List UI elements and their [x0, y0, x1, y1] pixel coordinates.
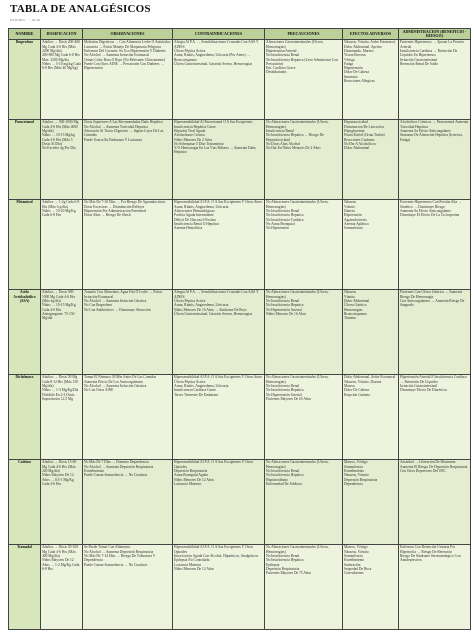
precautions-cell: No Alteraciones Gastrointestinales (Úlcera, Hemorragias) Insuficiencia Renal No Insuficiencia Hepatica → Riesgo De Hepatotoxicidad No Dosis Altas Alcohol No Dar En Niños Menores De 2 Años [265, 119, 343, 199]
administration-cell: Pacientes Hipertensos Con Presión Alta → Sintético → Disminuye Riesgo Aumenta Su Efecto Anticoagulante Disminuye El Efecto De La Ciclosporina [399, 199, 471, 289]
column-header: DOSIFICACION [41, 29, 83, 40]
contraindications-cell: Hipersensibilidad Al Paracetamol O A Sus Excipientes Insuficiencia Hepática Grave Hepatitis Viral Aguda Alcoholismo Crónico Niños Menores De 2 Años No Sobrepasar 5 Días Tratamiento Y/O Hemorragia En Las Vías Biliares → Aumenta Daño Hepático [173, 119, 265, 199]
page-title: TABLA DE ANALGÉSICOS [10, 3, 151, 15]
table-row [9, 119, 471, 199]
table-row [9, 544, 471, 629]
contraindications-cell: Hipersensibilidad Al P.A. O A Sus Excipientes Y Otros Opioides Intoxicación Aguda Con Alcohol, Hipnóticos, Analgésicos Epilepsia No Controlada Lactancia Materna Niños Menores De 12 Años [173, 544, 265, 629]
observations-cell: No Más De 7-10 Días → Por Riesgo De Agranulocitosis Dosis Excesivas → Disminución Reflejos Hipotensión Por Administración Parenteral Dosis Altas → Riesgo De Shock [83, 199, 173, 289]
page-subtitle: ESTUDIA · · · 40-48 [10, 18, 40, 22]
table-row [9, 289, 471, 374]
drug-name: Ácido Acetilsalicílico (ASA) [9, 289, 41, 374]
contraindications-cell: Hipersensibilidad Al P.A. O A Sus Excipientes Y Otros Aines Asma, Rinitis, Angioedema, Urticaria Alteraciones Hematológicas Porfiria Aguda Intermitente Déficit De Glucosa 6 Fosfato Insuficiencia Renal O Hepática Anemia Hemolítica [173, 199, 265, 289]
adverse-effects-cell: Mareos, Vértigo Somnolencia Estreñimiento Náuseas, Vómito Depresión Respiratoria Dependencia [343, 459, 399, 544]
contraindications-cell: Alergia Al P.A. → Sensibilizaciones Cruzadas Con AAS Y AINES Úlcera Péptica Activa Asma, Rinitis, Angioedema, Urticaria (Por Aines) → Broncoespasmo Úlcera Gastrointestinal, Gastritis Severa, Hemorragias [173, 39, 265, 119]
observations-cell: Dosis Superiores A Las Recomendadas Daño Hepático No Alcohol → Aumenta Toxicidad Hepatica Absorción Al Tracto Digestivo → Ingerir Lejos De Las Comidas Puede Usarse En Embarazo Y Lactancia [83, 119, 173, 199]
precautions-cell: No Alteraciones Gastrointestinales (Úlcera, Hemorragias) No Insuficiencia Renal No Insuficiencia Hepatica Epilepsia Depresión Respiratoria Pacientes Mayores De 75 Años [265, 544, 343, 629]
drug-name: Tramadol [9, 544, 41, 629]
contraindications-cell: Hipersensibilidad Al P.A. O A Sus Excipientes Y Otros Aines Úlcera Péptica Activa Asma, Rinitis, Angioedema, Urticaria Insuficiencia Cardíaca Grave Tercer Trimestre De Embarazo [173, 374, 265, 459]
precautions-cell: No Alteraciones Gastrointestinales (Úlcera, Hemorragias) No Insuficiencia Renal No Insuficiencia Hepatica No Hipertensión Arterial Niños Menores De 16 Años [265, 289, 343, 374]
column-header: OBSERVACIONES [83, 29, 173, 40]
administration-cell: Hipertensión Arterial E Insuficiencia Cardíaca → Retención De Líquidos Irritación Gastrointestinal Disminuye Efecto De Diuréticos [399, 374, 471, 459]
adverse-effects-cell: Náuseas Vómito Dolor Abdominal Úlcera Gástrica Hemorragias Broncoespasmo Tinnitus [343, 289, 399, 374]
drug-name: Metamizol [9, 199, 41, 289]
administration-cell: Ansiedad → Liberación De Histamina Aumenta El Riesgo De Depresión Respiratoria Con Otros Depresores Del SNC [399, 459, 471, 544]
adverse-effects-cell: Dolor Abdominal, Ardor Estomacal Náuseas, Vómito, Diarrea Mareos Dolor De Cabeza Erupción Cutánea [343, 374, 399, 459]
dose-cell: Adultos → Dosis 500-1000 Mg Cada 4-6 Hrs (Máx 4g/día) Niños → 10-15 Mg/Kg Cada 4-6 Hrs Antiagregante: 75-150 Mg/día [41, 289, 83, 374]
table-row [9, 459, 471, 544]
dose-cell: Adultos → Dosis 200-400 Mg Cada 4-6 Hrs (Máx 2400 Mg/dia) 400-800 Mg Cada 6-8 Hrs Max. 3200 Mg/dia Niños → 5-10 mg/kg Cada 6-8 Hrs (Máx 40 Mg/kg) [41, 39, 83, 119]
drug-name: Paracetamol [9, 119, 41, 199]
drug-name: Codeína [9, 459, 41, 544]
table-row [9, 374, 471, 459]
administration-cell: Alcohólicos Crónicos → Paracetamol Aumenta Toxicidad Hepática Aumenta Su Efecto Anticoagulante Síntomas De Alteración Hepática (Ictericia, Fatiga) [399, 119, 471, 199]
adverse-effects-cell: Mareos, Vértigo Náuseas, Vómito Somnolencia Estreñimiento Sudoración Sequedad De Boca Convulsiones [343, 544, 399, 629]
adverse-effects-cell: Náuseas Vómito Diarrea Hipotensión Agranulocitosis Anemia Aplásica Somnolencia [343, 199, 399, 289]
dose-cell: Adultos → Dosis 50-100 Mg Cada 4-6 Hrs (Máx 400 Mg/día) Niños Mayores De 12 Años → 1-2 Mg/Kg Cada 6-8 Hrs [41, 544, 83, 629]
precautions-cell: Alteraciones Gastrointestinales (Úlcera, Hemorragias) Hipertension Arterial No Insuficiencia Renal No Insuficiencia Hepatica (Leve Administrar Con Precaución) Enf. Cardíaca Grave Deshidratados [265, 39, 343, 119]
administration-cell: Pacientes Hipertensos → Ajustar La Presión Arterial Insuficiencia Cardíaca → Retención De Líquidos En Hipertensos Irritación Gastrointestinal Retención Renal De Sodio [399, 39, 471, 119]
drug-name: Ibuprofeno [9, 39, 41, 119]
observations-cell: No Más De 7 Días → Dominio Dependencia No Alcohol → Aumenta Depresión Respiratoria Estreñimiento Puede Causar Somnolencia → No Conducir [83, 459, 173, 544]
administration-cell: Pacientes Con Úlcera Gástrica → Aumenta Riesgo De Hemorragia Con Anticoagulantes → Aumenta Riesgo De Sangrado [399, 289, 471, 374]
table-row [9, 39, 471, 119]
observations-cell: Se Puede Tomar Con Alimentos No Alcohol → Aumenta Depresión Respiratoria No Más De 7-14 Días → Riesgo De Tolerancia Y Dependencia Puede Causar Somnolencia → No Conducir [83, 544, 173, 629]
adverse-effects-cell: Náuseas, Vómito, Ardor Estomacal, Dolor Abdominal, Apetito Disminuido, Mareos Vision Borrosa Vértigo Fatiga Hipertensión Dolor De Cabeza Insomnio Reacciones Alérgicas [343, 39, 399, 119]
contraindications-cell: Alergia Al P.A. → Sensibilizaciones Cruzadas Con AAS Y AINES Úlcera Péptica Activa Asma, Rinitis, Angioedema, Urticaria Niños Menores De 16 Años → Síndrome De Reye Úlcera Gastrointestinal, Gastritis Severa, Hemorragias [173, 289, 265, 374]
precautions-cell: No Alteraciones Gastrointestinales (Úlcera, Hemorragias) No Insuficiencia Renal No Insuficiencia Hepatica No Hipertensión Arterial Pacientes Mayores De 65 Años [265, 374, 343, 459]
column-header: PRECAUCIONES [265, 29, 343, 40]
precautions-cell: No Alteraciones Gastrointestinales (Úlcera, Hemorragias) No Insuficiencia Renal No Insuficiencia Hepatica No Insuficiencia Cardíaca No Asma Bronquial No Hipotensión [265, 199, 343, 289]
column-header: EFECTOS ADVERSOS [343, 29, 399, 40]
contraindications-cell: Hipersensibilidad Al P.A. O A Sus Excipientes Y Otros Opioides Depresión Respiratoria Asma Bronquial Aguda Niños Menores De 12 Años Lactancia Materna [173, 459, 265, 544]
dose-cell: Adultos → Dosis 50 Mg Cada 8-12 Hrs (Máx 150 Mg/día) Niños → 1-3 Mg/Kg/Día Dividido En 2-3 Dosis Supositorios 12.5 Mg [41, 374, 83, 459]
precautions-cell: No Alteraciones Gastrointestinales (Úlcera, Hemorragias) No Insuficiencia Renal No Insuficiencia Hepatica Hipotiroidismo Enfermedad De Addison [265, 459, 343, 544]
column-header: CONTRAINDICACIONES [173, 29, 265, 40]
adverse-effects-cell: Hepatotoxicidad Disminucion De Leucocitos Hipoglucemia Piuria Estéril (Orina Turbia) Reacciones Cutáneas No Dar A Alcohólicos Dolor Abdominal [343, 119, 399, 199]
observations-cell: Tomar El Fármaco 30 Min Antes De Las Comidas Aumenta Efecto De Los Anticoagulantes No Alcohol → Aumenta Irritación Gástrica No Con Otros AINE [83, 374, 173, 459]
dose-cell: Adultos → 500-1000 Mg Cada 4-6 Hrs (Máx 4000 Mg/día) Niños → 10-15 Mg/kg Cada 4-6 Hrs (Máx 5 Dosis Al Día) No Exceder 4g Por Día [41, 119, 83, 199]
table-header-row [9, 29, 471, 40]
administration-cell: Enfermos Con Retención Urinaria Por Hipertrofia → Riesgo De Retención Riesgo De Síndrome Serotoninérgico Con Antidepresivos [399, 544, 471, 629]
table-row [9, 199, 471, 289]
column-header: NOMBRE [9, 29, 41, 40]
dose-cell: Adultos → Dosis 15-60 Mg Cada 4-6 Hrs (Máx 240 Mg/día) Niños Mayores De 12 Años → 0.5-1 Mg/Kg Cada 4-6 Hrs [41, 459, 83, 544]
drug-name: Diclofenaco [9, 374, 41, 459]
dose-cell: Adultos → 1-2g Cada 6-8 Hrs (Máx 6 g/día) Niños → 10-20 Mg/Kg Cada 6-8 Hrs [41, 199, 83, 289]
observations-cell: Molestias Digestivas → Con Alimentos Leche O Antiácidos Lactancia → Evitar Manejo De Maquinaria Peligrosa Enfermos Del Corazón: Su Uso Hipertensión Y Diabetes No Alcohol → Aumenta Irritación Estomacal Orinas Color Rosa O Rojo (No Relevante Clínicamente) Puede Con Otros AINE → Precaución Con Diabetes → Hipertensión [83, 39, 173, 119]
column-header: ADMINISTRACION (BENEFICIO - RIESGO) [399, 29, 471, 40]
observations-cell: Tomarlo Con Alimentos, Agua Fría O Leche → Evitar Irritación Estomacal No Alcohol → Aumenta Irritación Gástrica No Con Ibuprofeno No Con Antibióticos → Disminuye Absorción [83, 289, 173, 374]
analgesics-table [8, 28, 471, 630]
